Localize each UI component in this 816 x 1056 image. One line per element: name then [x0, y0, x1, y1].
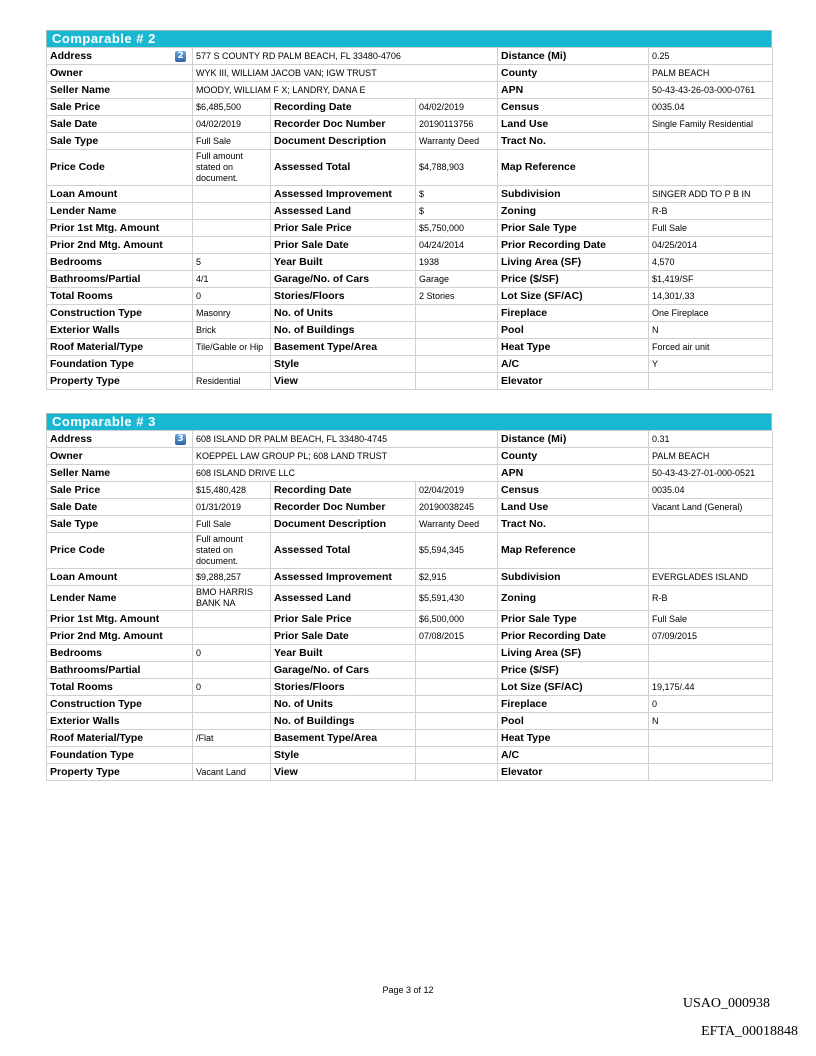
field-value: [193, 356, 271, 373]
field-label: Garage/No. of Cars: [271, 662, 416, 679]
field-label: Living Area (SF): [498, 254, 649, 271]
field-label: Garage/No. of Cars: [271, 271, 416, 288]
field-label: Pool: [498, 713, 649, 730]
table-row: [47, 465, 773, 482]
field-label: Prior 1st Mtg. Amount: [47, 220, 193, 237]
field-label: Exterior Walls: [47, 713, 193, 730]
field-label: Assessed Land: [271, 203, 416, 220]
field-value: Warranty Deed: [416, 516, 498, 533]
field-label: Sale Type: [47, 516, 193, 533]
field-value: Warranty Deed: [416, 133, 498, 150]
field-value: Full amount stated on document.: [193, 150, 271, 186]
field-value: [193, 237, 271, 254]
field-label: Prior Sale Date: [271, 628, 416, 645]
field-value: [649, 747, 773, 764]
field-value: 0: [193, 679, 271, 696]
field-value: Brick: [193, 322, 271, 339]
table-row: [47, 499, 773, 516]
table-row: [47, 220, 773, 237]
field-value: WYK III, WILLIAM JACOB VAN; IGW TRUST: [193, 65, 498, 82]
field-value: 20190038245: [416, 499, 498, 516]
field-label: Subdivision: [498, 186, 649, 203]
comparable-2-section: [46, 30, 772, 390]
field-value: Single Family Residential: [649, 116, 773, 133]
field-label: A/C: [498, 747, 649, 764]
field-value: 04/24/2014: [416, 237, 498, 254]
field-label: Bathrooms/Partial: [47, 271, 193, 288]
field-label: Sale Date: [47, 499, 193, 516]
field-label: Price ($/SF): [498, 662, 649, 679]
field-label: Fireplace: [498, 696, 649, 713]
field-value: 02/04/2019: [416, 482, 498, 499]
field-label: Seller Name: [47, 465, 193, 482]
page-number: Page 3 of 12: [382, 985, 434, 995]
table-row: [47, 747, 773, 764]
field-value: $9,288,257: [193, 569, 271, 586]
field-label: Prior 2nd Mtg. Amount: [47, 628, 193, 645]
field-value: Full Sale: [649, 220, 773, 237]
field-value: 608 ISLAND DRIVE LLC: [193, 465, 498, 482]
field-label: Price Code: [47, 150, 193, 186]
efta-stamp: EFTA_00018848: [701, 1024, 798, 1039]
comparable-table: [46, 430, 773, 781]
field-label: Prior 2nd Mtg. Amount: [47, 237, 193, 254]
field-label: Pool: [498, 322, 649, 339]
field-value: $2,915: [416, 569, 498, 586]
field-value: [193, 713, 271, 730]
field-label: Zoning: [498, 586, 649, 611]
field-value: Full amount stated on document.: [193, 533, 271, 569]
field-label: Lot Size (SF/AC): [498, 679, 649, 696]
field-label: Distance (Mi): [498, 431, 649, 448]
field-label: No. of Units: [271, 696, 416, 713]
field-value: $15,480,428: [193, 482, 271, 499]
field-value: 4,570: [649, 254, 773, 271]
field-label: Assessed Land: [271, 586, 416, 611]
field-label: Prior Recording Date: [498, 628, 649, 645]
field-value: SINGER ADD TO P B IN: [649, 186, 773, 203]
field-value: Garage: [416, 271, 498, 288]
field-label: Tract No.: [498, 516, 649, 533]
field-value: Forced air unit: [649, 339, 773, 356]
table-row: [47, 254, 773, 271]
field-label: Map Reference: [498, 150, 649, 186]
field-value: Vacant Land: [193, 764, 271, 781]
field-value: [649, 373, 773, 390]
field-label: Document Description: [271, 133, 416, 150]
table-row: [47, 713, 773, 730]
field-label: Prior Sale Type: [498, 220, 649, 237]
field-value: 14,301/.33: [649, 288, 773, 305]
table-row: [47, 730, 773, 747]
field-value: [193, 662, 271, 679]
field-value: $5,591,430: [416, 586, 498, 611]
field-value: [416, 373, 498, 390]
field-label: Property Type: [47, 764, 193, 781]
field-value: 50-43-43-27-01-000-0521: [649, 465, 773, 482]
field-value: [416, 679, 498, 696]
field-label: A/C: [498, 356, 649, 373]
field-value: 2 Stories: [416, 288, 498, 305]
field-label: Price ($/SF): [498, 271, 649, 288]
field-value: 0: [193, 288, 271, 305]
comparable-header: Comparable # 3: [46, 413, 772, 430]
field-label: Recorder Doc Number: [271, 116, 416, 133]
field-value: 0: [649, 696, 773, 713]
field-value: MOODY, WILLIAM F X; LANDRY, DANA E: [193, 82, 498, 99]
field-label: Land Use: [498, 499, 649, 516]
field-label: Bedrooms: [47, 645, 193, 662]
field-label: Sale Type: [47, 133, 193, 150]
field-value: 5: [193, 254, 271, 271]
field-value: 04/25/2014: [649, 237, 773, 254]
field-value: 0.31: [649, 431, 773, 448]
field-label: APN: [498, 82, 649, 99]
field-value: [649, 730, 773, 747]
field-value: $6,500,000: [416, 611, 498, 628]
field-value: 1938: [416, 254, 498, 271]
field-label: Prior Sale Price: [271, 220, 416, 237]
field-value: Full Sale: [193, 133, 271, 150]
field-label: County: [498, 65, 649, 82]
field-label: Address: [50, 49, 93, 62]
field-value: 0035.04: [649, 99, 773, 116]
field-value: [193, 696, 271, 713]
field-label: Assessed Total: [271, 533, 416, 569]
field-value: 0035.04: [649, 482, 773, 499]
field-value: [193, 611, 271, 628]
table-row: [47, 533, 773, 569]
field-value: [416, 730, 498, 747]
field-label: Census: [498, 482, 649, 499]
field-value: Y: [649, 356, 773, 373]
field-label: Prior Recording Date: [498, 237, 649, 254]
map-pin-icon: 2: [175, 51, 186, 62]
field-label: Owner: [47, 448, 193, 465]
field-value: [649, 645, 773, 662]
table-row: [47, 48, 773, 65]
field-value: 50-43-43-26-03-000-0761: [649, 82, 773, 99]
field-value: 01/31/2019: [193, 499, 271, 516]
field-label: Sale Price: [47, 482, 193, 499]
field-value: [416, 764, 498, 781]
table-row: [47, 133, 773, 150]
field-label: County: [498, 448, 649, 465]
field-label: View: [271, 373, 416, 390]
table-row: [47, 611, 773, 628]
field-label: No. of Buildings: [271, 713, 416, 730]
field-label: Bedrooms: [47, 254, 193, 271]
field-label: Loan Amount: [47, 186, 193, 203]
field-value: [649, 133, 773, 150]
field-value: 20190113756: [416, 116, 498, 133]
comparable-3-section: [46, 413, 772, 781]
field-value: 07/08/2015: [416, 628, 498, 645]
field-value: N: [649, 322, 773, 339]
field-value: [416, 747, 498, 764]
field-label: Owner: [47, 65, 193, 82]
field-value: EVERGLADES ISLAND: [649, 569, 773, 586]
field-label: Heat Type: [498, 730, 649, 747]
field-label: Recording Date: [271, 482, 416, 499]
field-value: 577 S COUNTY RD PALM BEACH, FL 33480-4706: [193, 48, 498, 65]
field-value: [416, 713, 498, 730]
address-label: [47, 48, 193, 65]
field-label: Foundation Type: [47, 356, 193, 373]
field-label: Heat Type: [498, 339, 649, 356]
field-value: $6,485,500: [193, 99, 271, 116]
address-label: [47, 431, 193, 448]
field-value: 4/1: [193, 271, 271, 288]
field-label: Basement Type/Area: [271, 730, 416, 747]
field-value: /Flat: [193, 730, 271, 747]
table-row: [47, 203, 773, 220]
field-label: Foundation Type: [47, 747, 193, 764]
table-row: [47, 339, 773, 356]
field-label: Document Description: [271, 516, 416, 533]
field-label: Assessed Total: [271, 150, 416, 186]
field-value: [649, 764, 773, 781]
map-pin-icon: 3: [175, 434, 186, 445]
field-label: Loan Amount: [47, 569, 193, 586]
table-row: [47, 431, 773, 448]
field-value: [416, 339, 498, 356]
table-row: [47, 356, 773, 373]
field-value: [416, 696, 498, 713]
field-label: Seller Name: [47, 82, 193, 99]
comparable-table: [46, 47, 773, 390]
table-row: [47, 764, 773, 781]
field-value: [193, 747, 271, 764]
field-label: Year Built: [271, 645, 416, 662]
field-label: Living Area (SF): [498, 645, 649, 662]
field-label: Subdivision: [498, 569, 649, 586]
field-label: Stories/Floors: [271, 679, 416, 696]
field-label: Construction Type: [47, 305, 193, 322]
field-label: Land Use: [498, 116, 649, 133]
table-row: [47, 322, 773, 339]
field-label: Distance (Mi): [498, 48, 649, 65]
field-value: $4,788,903: [416, 150, 498, 186]
table-row: [47, 373, 773, 390]
field-label: Assessed Improvement: [271, 569, 416, 586]
field-value: [416, 305, 498, 322]
field-value: Residential: [193, 373, 271, 390]
field-value: One Fireplace: [649, 305, 773, 322]
field-label: Zoning: [498, 203, 649, 220]
field-label: Stories/Floors: [271, 288, 416, 305]
field-label: Recorder Doc Number: [271, 499, 416, 516]
field-value: [416, 322, 498, 339]
table-row: [47, 569, 773, 586]
field-label: View: [271, 764, 416, 781]
field-label: Fireplace: [498, 305, 649, 322]
field-value: Full Sale: [193, 516, 271, 533]
field-label: Prior 1st Mtg. Amount: [47, 611, 193, 628]
field-value: R-B: [649, 203, 773, 220]
field-value: 04/02/2019: [193, 116, 271, 133]
field-value: [649, 150, 773, 186]
field-value: 07/09/2015: [649, 628, 773, 645]
field-value: $5,750,000: [416, 220, 498, 237]
field-value: 04/02/2019: [416, 99, 498, 116]
table-row: [47, 116, 773, 133]
field-value: Masonry: [193, 305, 271, 322]
field-value: [416, 356, 498, 373]
table-row: [47, 628, 773, 645]
field-value: [193, 203, 271, 220]
field-label: Bathrooms/Partial: [47, 662, 193, 679]
field-label: Style: [271, 356, 416, 373]
field-value: KOEPPEL LAW GROUP PL; 608 LAND TRUST: [193, 448, 498, 465]
field-label: Address: [50, 432, 93, 445]
table-row: [47, 679, 773, 696]
field-label: Sale Price: [47, 99, 193, 116]
field-label: Basement Type/Area: [271, 339, 416, 356]
field-label: Recording Date: [271, 99, 416, 116]
field-value: [649, 516, 773, 533]
field-label: Lender Name: [47, 203, 193, 220]
field-value: PALM BEACH: [649, 65, 773, 82]
table-row: [47, 271, 773, 288]
field-value: $1,419/SF: [649, 271, 773, 288]
field-value: 19,175/.44: [649, 679, 773, 696]
field-label: No. of Buildings: [271, 322, 416, 339]
field-value: [416, 645, 498, 662]
comparable-header: Comparable # 2: [46, 30, 772, 47]
field-value: 0: [193, 645, 271, 662]
field-label: Assessed Improvement: [271, 186, 416, 203]
field-value: PALM BEACH: [649, 448, 773, 465]
field-label: Year Built: [271, 254, 416, 271]
field-label: Roof Material/Type: [47, 339, 193, 356]
field-value: $: [416, 186, 498, 203]
field-label: Tract No.: [498, 133, 649, 150]
field-label: Prior Sale Type: [498, 611, 649, 628]
field-value: [649, 662, 773, 679]
field-label: Lender Name: [47, 586, 193, 611]
table-row: [47, 150, 773, 186]
field-value: [416, 662, 498, 679]
field-label: Roof Material/Type: [47, 730, 193, 747]
field-value: R-B: [649, 586, 773, 611]
field-value: $5,594,345: [416, 533, 498, 569]
table-row: [47, 99, 773, 116]
table-row: [47, 696, 773, 713]
table-row: [47, 237, 773, 254]
table-row: [47, 82, 773, 99]
field-label: Sale Date: [47, 116, 193, 133]
field-value: Vacant Land (General): [649, 499, 773, 516]
table-row: [47, 586, 773, 611]
field-value: [193, 186, 271, 203]
field-value: Full Sale: [649, 611, 773, 628]
field-value: 608 ISLAND DR PALM BEACH, FL 33480-4745: [193, 431, 498, 448]
field-label: Exterior Walls: [47, 322, 193, 339]
field-label: Map Reference: [498, 533, 649, 569]
field-label: Elevator: [498, 373, 649, 390]
field-value: Tile/Gable or Hip: [193, 339, 271, 356]
field-value: [193, 220, 271, 237]
table-row: [47, 186, 773, 203]
field-value: 0.25: [649, 48, 773, 65]
field-label: Prior Sale Date: [271, 237, 416, 254]
field-label: Construction Type: [47, 696, 193, 713]
field-value: BMO HARRIS BANK NA: [193, 586, 271, 611]
field-value: N: [649, 713, 773, 730]
field-value: $: [416, 203, 498, 220]
field-label: Census: [498, 99, 649, 116]
field-label: Style: [271, 747, 416, 764]
field-label: Lot Size (SF/AC): [498, 288, 649, 305]
field-label: Total Rooms: [47, 288, 193, 305]
field-label: Prior Sale Price: [271, 611, 416, 628]
field-value: [193, 628, 271, 645]
table-row: [47, 65, 773, 82]
field-label: Total Rooms: [47, 679, 193, 696]
table-row: [47, 662, 773, 679]
field-label: Elevator: [498, 764, 649, 781]
table-row: [47, 645, 773, 662]
field-label: APN: [498, 465, 649, 482]
field-value: [649, 533, 773, 569]
field-label: Price Code: [47, 533, 193, 569]
field-label: Property Type: [47, 373, 193, 390]
table-row: [47, 305, 773, 322]
bates-stamp: USAO_000938: [682, 996, 770, 1011]
table-row: [47, 482, 773, 499]
field-label: No. of Units: [271, 305, 416, 322]
table-row: [47, 288, 773, 305]
table-row: [47, 448, 773, 465]
table-row: [47, 516, 773, 533]
